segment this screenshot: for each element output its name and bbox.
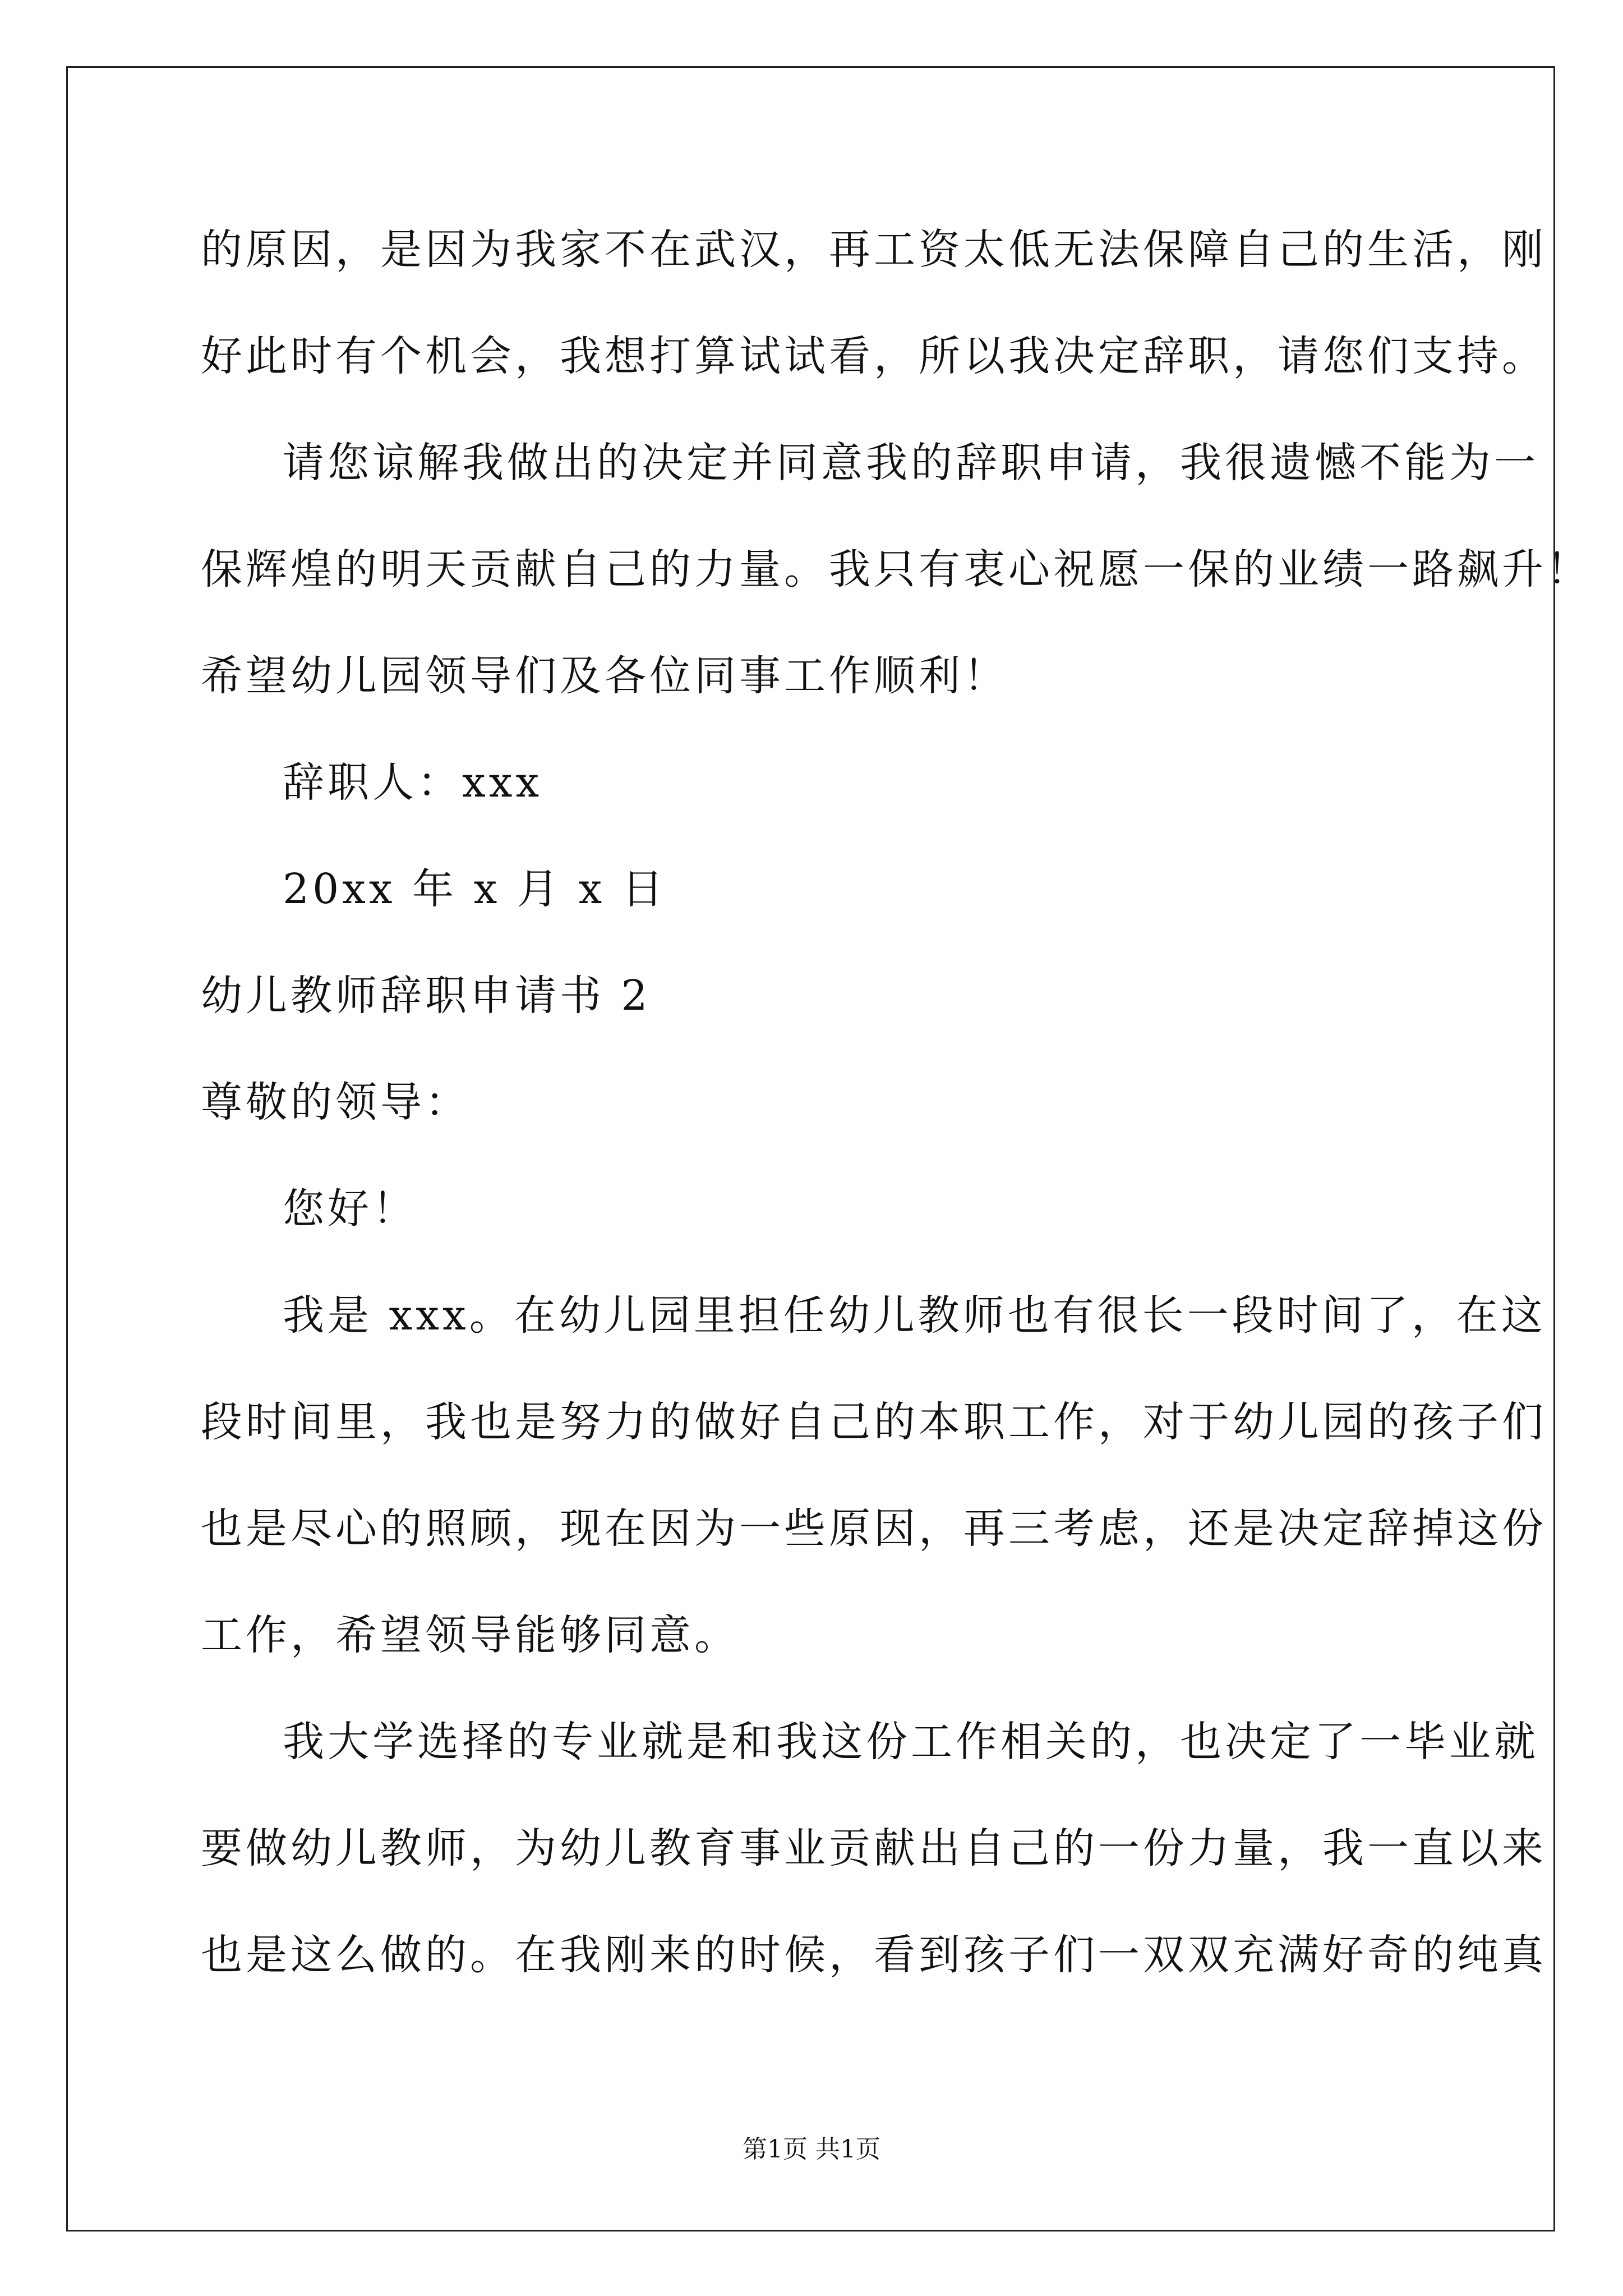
text-line: 保辉煌的明天贡献自己的力量。我只有衷心祝愿一保的业绩一路飙升！ (201, 545, 1592, 593)
text-line: 段时间里，我也是努力的做好自己的本职工作，对于幼儿园的孩子们 (201, 1398, 1547, 1446)
section-title: 幼儿教师辞职申请书 2 (201, 972, 651, 1020)
text-line: 也是这么做的。在我刚来的时候，看到孩子们一双双充满好奇的纯真 (201, 1931, 1547, 1979)
text-line: 我是 xxx。在幼儿园里担任幼儿教师也有很长一段时间了，在这 (283, 1291, 1546, 1340)
text-line: 请您谅解我做出的决定并同意我的辞职申请，我很遗憾不能为一 (283, 439, 1539, 487)
text-line: 也是尽心的照顾，现在因为一些原因，再三考虑，还是决定辞掉这份 (201, 1504, 1547, 1553)
document-body (201, 196, 1592, 2008)
greeting: 您好！ (283, 1185, 417, 1233)
text-line: 工作，希望领导能够同意。 (201, 1611, 739, 1659)
date-line: 20xx 年 x 月 x 日 (283, 865, 667, 913)
text-line: 好此时有个机会，我想打算试试看，所以我决定辞职，请您们支持。 (201, 332, 1547, 380)
text-line: 我大学选择的专业就是和我这份工作相关的，也决定了一毕业就 (283, 1718, 1539, 1766)
text-line: 希望幼儿园领导们及各位同事工作顺利！ (201, 652, 1008, 700)
page-footer: 第1页 共1页 (743, 2135, 880, 2164)
text-line: 的原因，是因为我家不在武汉，再工资太低无法保障自己的生活，刚 (201, 226, 1547, 274)
signature-line: 辞职人：xxx (283, 758, 543, 807)
salutation: 尊敬的领导： (201, 1078, 470, 1126)
text-line: 要做幼儿教师，为幼儿教育事业贡献出自己的一份力量，我一直以来 (201, 1824, 1547, 1872)
